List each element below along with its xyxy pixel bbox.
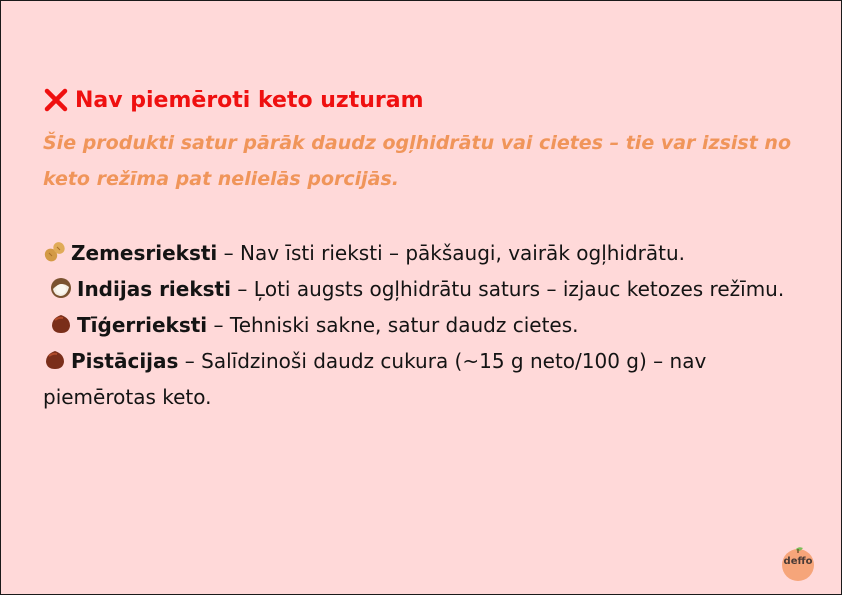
- item-description: – Tehniski sakne, satur daudz cietes.: [207, 313, 579, 337]
- subtitle: Šie produkti satur pārāk daudz ogļhidrātu vai cietes – tie var izsist no keto režīma pat nelielās porcijās.: [43, 132, 791, 190]
- item-name: Indijas rieksti: [77, 277, 231, 301]
- chestnut-icon: [49, 312, 73, 336]
- section-heading: [43, 87, 424, 113]
- item-name: Zemesrieksti: [71, 241, 218, 265]
- cross-mark-icon: [43, 87, 69, 113]
- item-name: Tīģerrieksti: [77, 313, 208, 337]
- brand-logo: [779, 544, 817, 582]
- list-item-tiger-nuts: [43, 307, 813, 343]
- item-description: – Nav īsti rieksti – pākšaugi, vairāk ogļhidrātu.: [217, 241, 686, 265]
- item-description: – Salīdzinoši daudz cukura (~15 g neto/100 g) – nav piemērotas keto.: [43, 349, 707, 409]
- nut-list: [43, 235, 813, 415]
- item-name: Pistācijas: [71, 349, 179, 373]
- peanut-icon: [43, 240, 67, 264]
- chestnut-icon: [43, 348, 67, 372]
- heading-text: Nav piemēroti keto uzturam: [75, 87, 424, 113]
- logo-text: deffo: [783, 556, 813, 567]
- coconut-icon: [49, 276, 73, 300]
- list-item-cashews: [43, 271, 813, 307]
- item-description: – Ļoti augsts ogļhidrātu saturs – izjauc ketozes režīmu.: [230, 277, 785, 301]
- list-item-pistachios: [43, 343, 813, 415]
- list-item-peanuts: [43, 235, 813, 271]
